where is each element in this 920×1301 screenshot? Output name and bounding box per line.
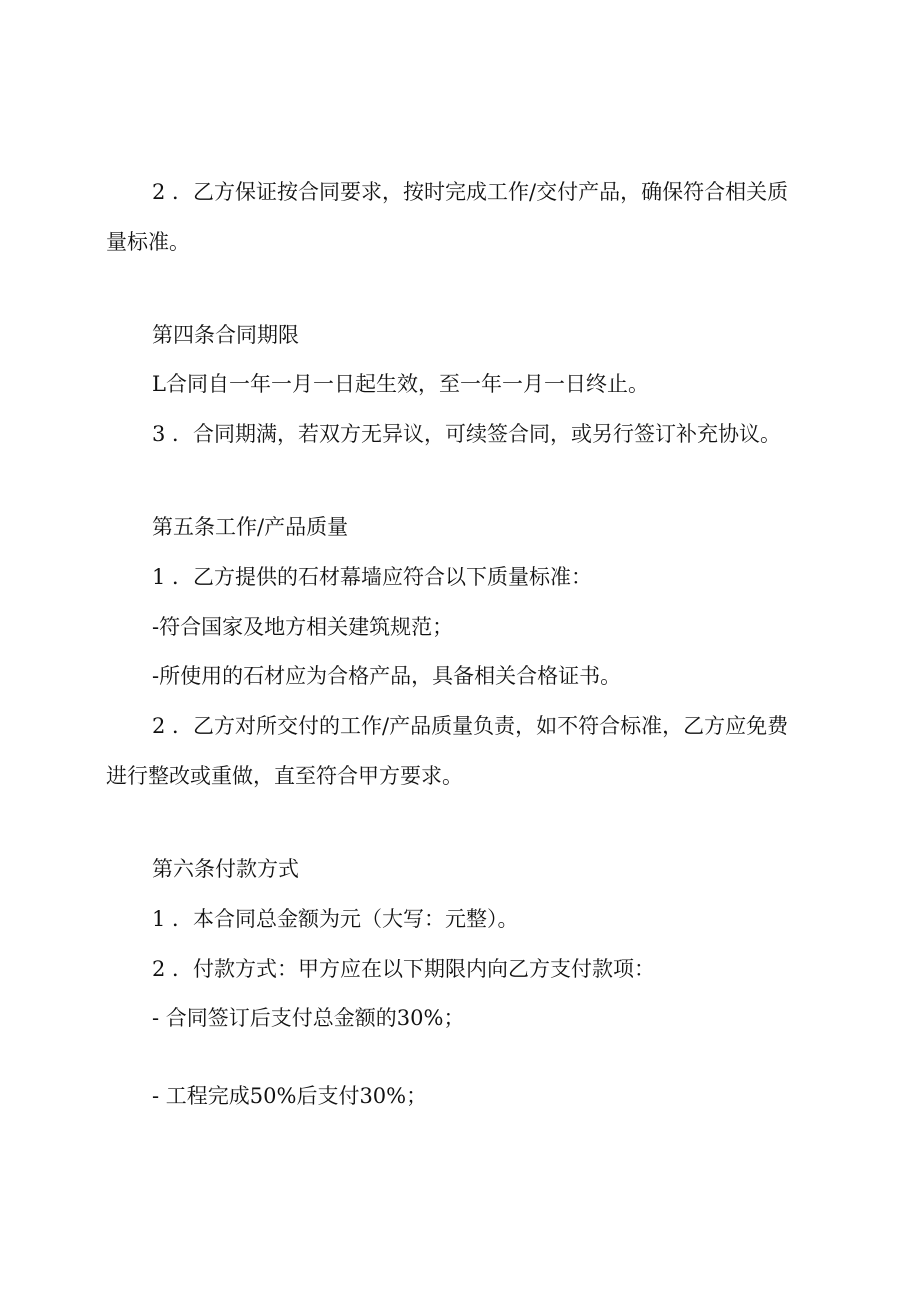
- clause-4-item-1: L合同自一年一月一日起生效，至一年一月一日终止。: [152, 372, 649, 396]
- clause-5-bullet-2: -所使用的石材应为合格产品，具备相关合格证书。: [152, 664, 622, 688]
- clause-4-heading: 第四条合同期限: [152, 323, 299, 347]
- clause-5-heading: 第五条工作/产品质量: [152, 515, 349, 539]
- clause-6-bullet-2: - 工程完成50%后支付30%；: [152, 1084, 428, 1108]
- clause-5-item-2-line-2: 进行整改或重做，直至符合甲方要求。: [106, 764, 463, 788]
- clause-6-item-2: 2 ．付款方式：甲方应在以下期限内向乙方支付款项：: [152, 957, 656, 981]
- clause-6-heading: 第六条付款方式: [152, 857, 299, 881]
- clause-3-item-2-line-2: 量标准。: [106, 230, 190, 254]
- clause-5-item-2-line-1: 2 ．乙方对所交付的工作/产品质量负责，如不符合标准，乙方应免费: [152, 714, 789, 738]
- clause-5-bullet-1: -符合国家及地方相关建筑规范；: [152, 615, 454, 639]
- clause-5-item-1: 1 ．乙方提供的石材幕墙应符合以下质量标准：: [152, 565, 593, 589]
- clause-3-item-2-line-1: 2 ．乙方保证按合同要求，按时完成工作/交付产品，确保符合相关质: [152, 180, 789, 204]
- clause-6-bullet-1: - 合同签订后支付总金额的30%；: [152, 1006, 465, 1030]
- clause-6-item-1: 1 ．本合同总金额为元（大写：元整）。: [152, 907, 519, 931]
- clause-4-item-3: 3 ．合同期满，若双方无异议，可续签合同，或另行签订补充协议。: [152, 422, 782, 446]
